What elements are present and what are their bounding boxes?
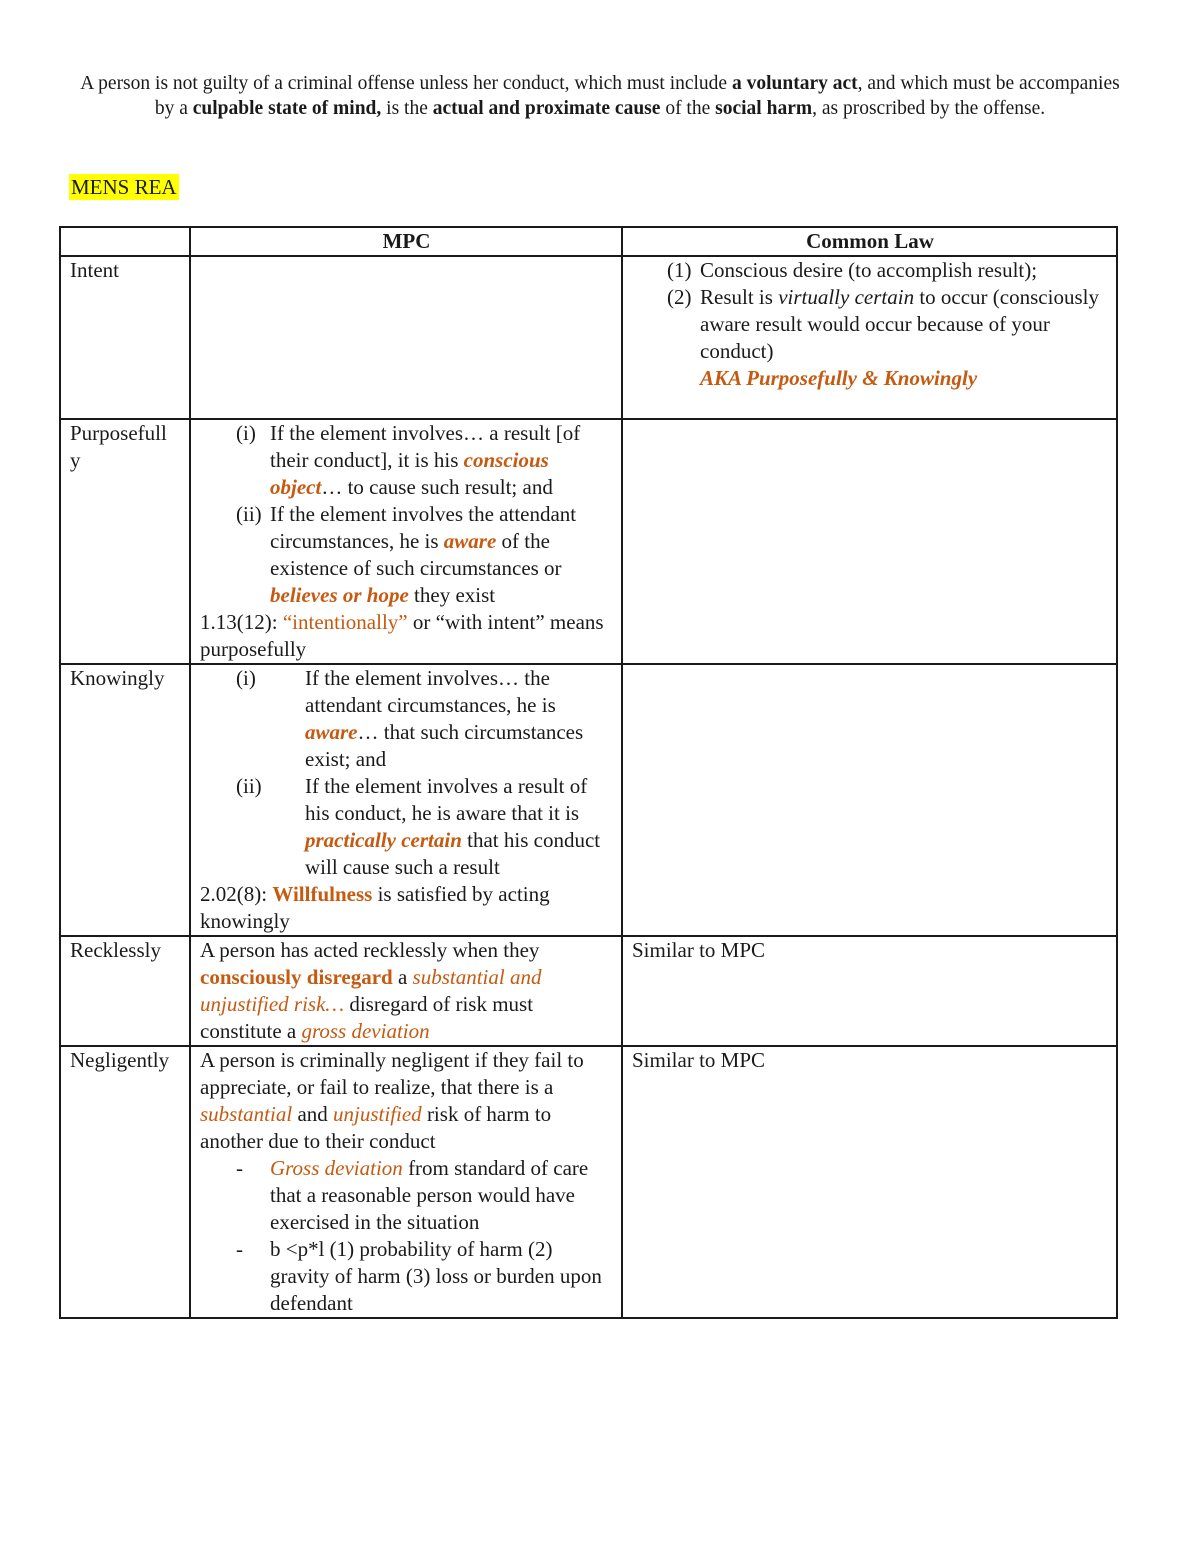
list-text: of the existence of such circumstances or (270, 529, 562, 580)
knowingly-common-law-cell (622, 664, 1117, 936)
row-label-recklessly: Recklessly (60, 936, 190, 1046)
list-text: to occur (consciously aware result would occur because of your conduct) (700, 285, 1099, 363)
header-mpc: MPC (190, 227, 622, 256)
highlight-text: Gross deviation (270, 1156, 403, 1180)
highlight-text: substantial and unjustified risk… (200, 965, 542, 1016)
row-label-negligently: Negligently (60, 1046, 190, 1318)
intro-bold-culpable-state: culpable state of mind, (192, 98, 382, 119)
list-item (200, 1236, 613, 1317)
note-text: is satisfied by acting knowingly (200, 882, 550, 933)
purposefully-list (200, 420, 613, 609)
list-text: b <p*l (1) probability of harm (2) gravity of harm (3) loss or burden upon defendant (270, 1237, 602, 1315)
list-item (200, 1155, 613, 1236)
mens-rea-table (59, 226, 1118, 1319)
intro-bold-voluntary-act: a voluntary act (731, 73, 858, 94)
list-item (200, 665, 613, 773)
intro-text: is the (381, 98, 433, 119)
highlight-text: believes or hope (270, 583, 409, 607)
list-text: If the element involves… the attendant circumstances, he is (305, 666, 556, 717)
highlight-text: aware (443, 529, 497, 553)
list-marker: (i) (236, 666, 256, 690)
purposefully-note (200, 609, 613, 663)
list-text: … to cause such result; and (321, 475, 553, 499)
list-marker: (1) (667, 258, 692, 282)
intro-bold-cause: actual and proximate cause (432, 98, 661, 119)
cell-text: a (392, 965, 413, 989)
negligently-mpc-cell (190, 1046, 622, 1318)
list-text: If the element involves the attendant circumstances, he is (270, 502, 577, 553)
list-text: Result is (700, 285, 779, 309)
list-marker: (i) (236, 421, 256, 445)
row-label-knowingly: Knowingly (60, 664, 190, 936)
purposefully-common-law-cell (622, 419, 1117, 664)
knowingly-mpc-cell (190, 664, 622, 936)
highlight-text: consciously disregard (200, 965, 393, 989)
list-text: they exist (408, 583, 496, 607)
aka-note: AKA Purposefully & Knowingly (700, 366, 978, 390)
highlight-text: substantial (200, 1102, 293, 1126)
table-header-row (60, 227, 1117, 256)
header-blank-cell (60, 227, 190, 256)
negligently-common-law-cell: Similar to MPC (622, 1046, 1117, 1318)
list-item (632, 257, 1108, 284)
highlight-text: conscious object (270, 448, 549, 499)
section-heading: MENS REA (71, 175, 177, 199)
note-text: or “with intent” means purposefully (200, 610, 604, 661)
cell-text: disregard of risk must constitute a (200, 992, 534, 1043)
header-common-law: Common Law (622, 227, 1117, 256)
list-item (200, 773, 613, 881)
table-row-knowingly (60, 664, 1117, 936)
highlight-text: practically certain (305, 828, 462, 852)
intent-cl-list (632, 257, 1108, 365)
list-item (632, 284, 1108, 365)
cell-text: A person has acted recklessly when they (200, 938, 540, 962)
highlight-text: aware (305, 720, 358, 744)
highlight-text: Willfulness (272, 882, 373, 906)
table-row-purposefully (60, 419, 1117, 664)
cell-text: risk of harm to another due to their conduct (200, 1102, 552, 1153)
list-marker: - (236, 1156, 243, 1180)
note-text: 2.02(8): (200, 882, 273, 906)
list-text: that his conduct will cause such a result (305, 828, 601, 879)
knowingly-list (200, 665, 613, 881)
list-item (200, 501, 613, 609)
intro-text: , and which must be accompanies by a (154, 73, 1120, 119)
list-item (200, 420, 613, 501)
table-row-negligently (60, 1046, 1117, 1318)
cell-text: and (292, 1102, 334, 1126)
purposefully-mpc-cell (190, 419, 622, 664)
table-row-recklessly (60, 936, 1117, 1046)
intro-text: A person is not guilty of a criminal offense unless her conduct, which must include (80, 73, 732, 94)
list-text: Conscious desire (to accomplish result); (700, 258, 1038, 282)
list-text: If the element involves a result of his conduct, he is aware that it is (305, 774, 588, 825)
negligently-list (200, 1155, 613, 1317)
cell-text: A person is criminally negligent if they fail to appreciate, or fail to realize, that there is a (200, 1048, 584, 1099)
list-marker: (ii) (236, 502, 262, 526)
highlight-text: unjustified (333, 1102, 422, 1126)
intro-text: , as proscribed by the offense. (812, 98, 1046, 119)
table-row-intent (60, 256, 1117, 419)
list-marker: (2) (667, 285, 692, 309)
row-label-intent: Intent (60, 256, 190, 419)
intent-mpc-cell (190, 256, 622, 419)
recklessly-common-law-cell: Similar to MPC (622, 936, 1117, 1046)
intro-bold-social-harm: social harm (715, 98, 813, 119)
list-emphasis: virtually certain (778, 285, 915, 309)
row-label-purposefully: Purposefull y (60, 419, 190, 664)
knowingly-note (200, 881, 613, 935)
list-text: … that such circumstances exist; and (305, 720, 584, 771)
list-marker: - (236, 1237, 243, 1261)
intro-paragraph (75, 71, 1125, 121)
highlight-text: “intentionally” (282, 610, 408, 634)
list-text: from standard of care that a reasonable person would have exercised in the situation (270, 1156, 589, 1234)
recklessly-mpc-cell (190, 936, 622, 1046)
intro-text: of the (660, 98, 716, 119)
note-text: 1.13(12): (200, 610, 283, 634)
highlight-text: gross deviation (301, 1019, 430, 1043)
list-text: If the element involves… a result [of their conduct], it is his (270, 421, 581, 472)
negligently-definition (200, 1047, 613, 1155)
list-marker: (ii) (236, 774, 262, 798)
intent-common-law-cell (622, 256, 1117, 419)
